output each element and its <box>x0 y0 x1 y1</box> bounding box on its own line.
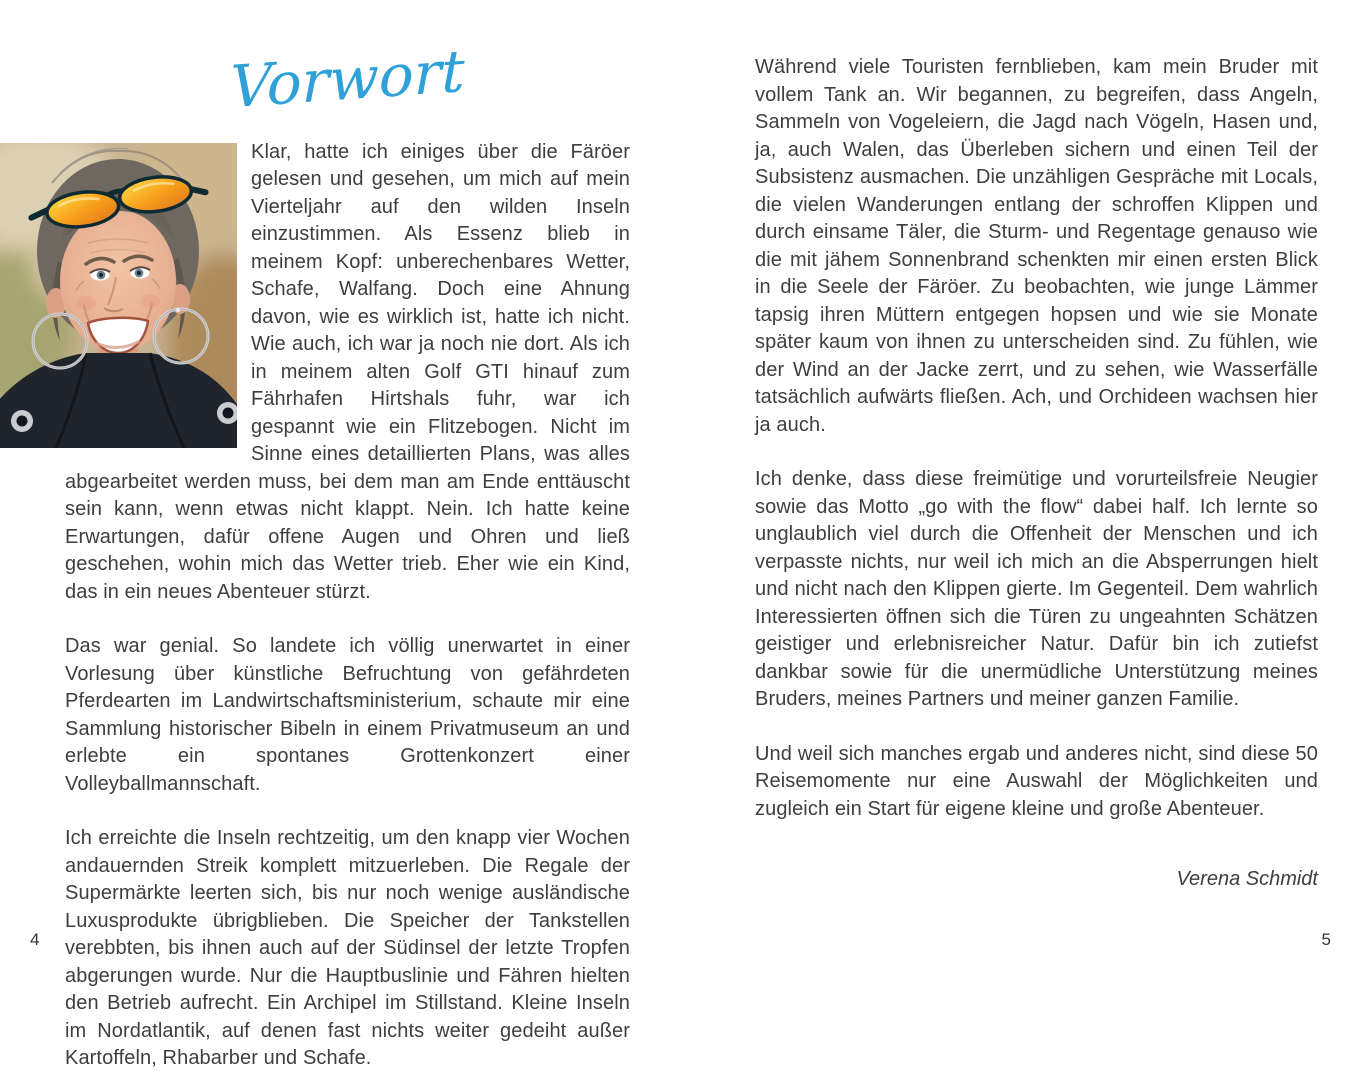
page-right <box>679 0 1358 974</box>
signature-author: Verena Schmidt <box>1176 868 1318 890</box>
body-paragraph: Klar, hatte ich einiges über die Färöer gelesen und gesehen, um mich auf mein Vierteljahr auf den wilden Inseln einzustimmen. Als Essenz blieb in meinem Kopf: unberechenbares Wetter, Schafe, Walfang. Doch eine Ahnung davon, wie es wirklich ist, hatte ich nicht. Wie auch, ich war ja noch nie dort. Als ich in meinem alten Golf GTI hinauf zum Fährhafen Hirtshals fuhr, war ich gespannt wie ein Flitzebogen. Nicht im Sinne eines detaillierten Plans, was alles abgearbeitet werden muss, bei dem man am Ende enttäuscht sein kann, wenn etwas nicht klappt. Nein. Ich hatte keine Erwartungen, dafür offene Augen und Ohren und ließ geschehen, wohin mich das Wetter trieb. Eher wie ein Kind, das in ein neues Abenteuer stürzt. <box>65 140 630 603</box>
body-paragraph: Während viele Touristen fernblieben, kam mein Bruder mit vollem Tank an. Wir begannen, zu begreifen, dass Angeln, Sammeln von Vogeleiern, die Jagd nach Vögeln, Hasen und, ja, auch Walen, das Überleben sichern und einen Teil der Subsistenz ausmachen. Die unzähligen Gespräche mit Locals, die vielen Wanderungen entlang der schroffen Klippen und durch einsame Täler, die Sturm- und Regentage genauso wie die mit jähem Sonnenbrand schenkten mir einen ersten Blick in die Seele der Färöer. Zu beobachten, wie junge Lämmer tapsig ihren Müttern entgegen hopsen und wie sie Monate später kaum von ihnen zu unterscheiden sind. Zu fühlen, wie der Wind an der Jacke zerrt, und zu sehen, wie Wasserfälle tatsächlich aufwärts fließen. Ach, und Orchideen wachsen hier ja auch. <box>755 56 1318 436</box>
body-paragraph: Ich denke, dass diese freimütige und vorurteilsfreie Neugier sowie das Motto „go with the flow“ dabei half. Ich lernte so unglaublich viel durch die Offenheit der Menschen und ich verpasste nichts, nur weil ich mich an die Absperrungen hielt und nicht nach den Klippen gierte. Im Gegenteil. Dem wahrlich Interessierten öffnen sich die Türen zu ungeahnten Schätzen geistiger und erlebnisreicher Natur. Dafür bin ich zutiefst dankbar sowie für die unermüdliche Unterstützung meines Bruders, meines Partners und meiner ganzen Familie. <box>755 468 1318 710</box>
right-page-text <box>755 54 1318 823</box>
page-number-right: 5 <box>1321 930 1331 949</box>
body-paragraph: Und weil sich manches ergab und anderes nicht, sind diese 50 Reisemomente nur eine Auswahl der Möglichkeiten und zugleich ein Start für eigene kleine und große Abenteuer. <box>755 742 1318 820</box>
foreword-title: Vorwort <box>230 36 465 122</box>
page-number-left: 4 <box>30 930 40 949</box>
left-page-text <box>65 139 630 1073</box>
author-portrait-illustration <box>0 143 237 448</box>
page-left <box>0 0 679 1070</box>
body-paragraph: Ich erreichte die Inseln rechtzeitig, um den knapp vier Wochen andauernden Streik komplett mitzuerleben. Die Regale der Supermärkte leerten sich, bis nur noch wenige ausländische Luxusprodukte übrigblieben. Die Speicher der Tankstellen verebbten, bis ihnen auch auf der Südinsel der letzte Tropfen abgerungen wurde. Nur die Hauptbuslinie und Fähren hielten den Betrieb aufrecht. Ein Archipel im Stillstand. Kleine Inseln im Nordatlantik, auf denen fast nichts weiter gedeiht außer Kartoffeln, Rhabarber und Schafe. <box>65 827 630 1070</box>
body-paragraph: Das war genial. So landete ich völlig unerwartet in einer Vorlesung über künstliche Befruchtung von gefährdeten Pferdearten im Landwirtschaftsministerium, schaute mir eine Sammlung historischer Bibeln in einem Privatmuseum an und erlebte ein spontanes Grottenkonzert einer Volleyballmannschaft. <box>65 635 630 795</box>
author-photo <box>0 143 237 448</box>
